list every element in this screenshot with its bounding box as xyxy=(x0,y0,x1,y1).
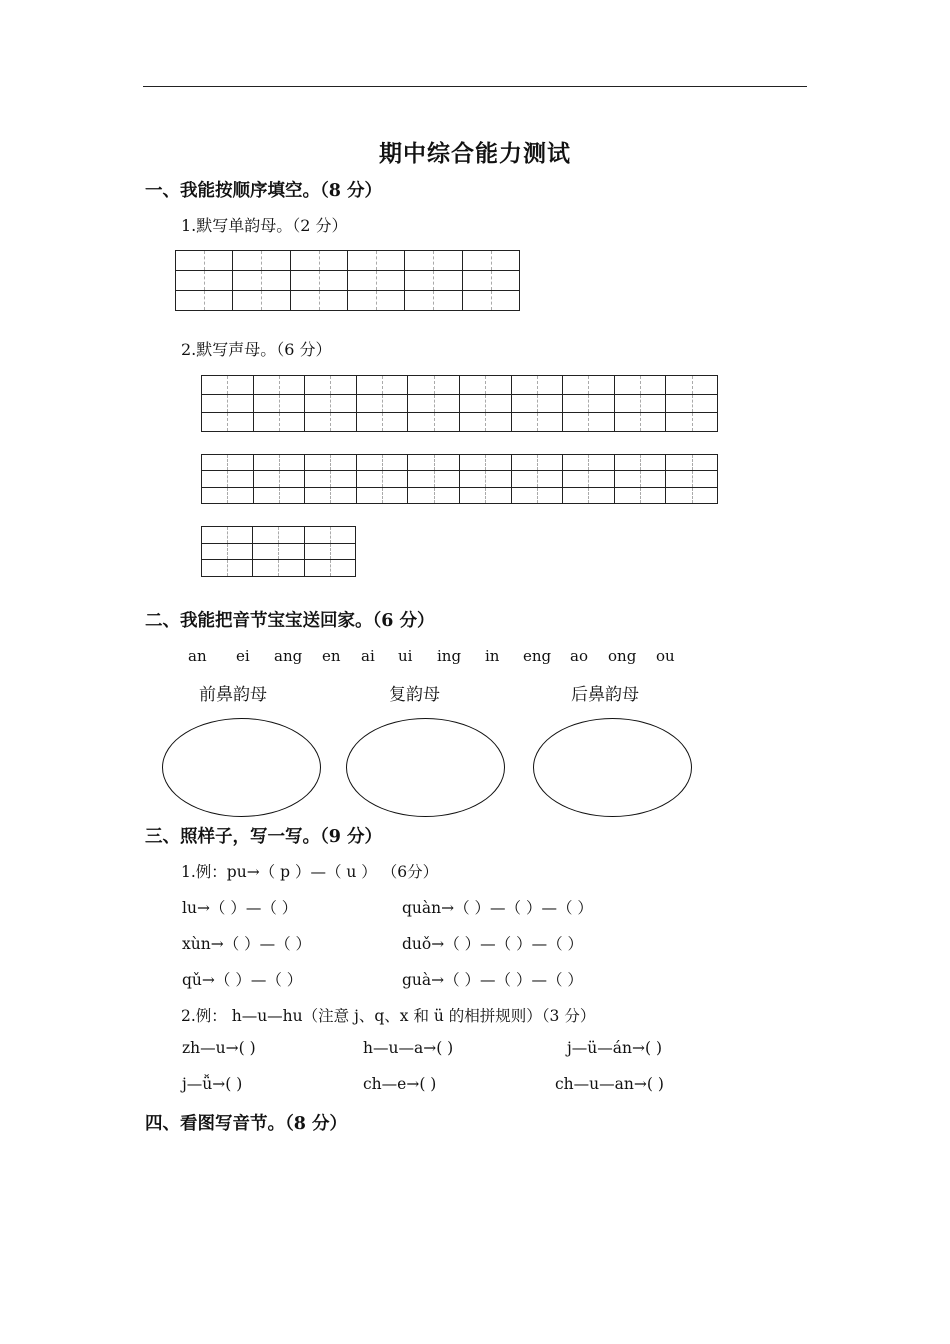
combine-exercise[interactable]: j—ǚ→( ) xyxy=(182,1075,243,1093)
section1-q1-label: 1.默写单韵母。（2 分） xyxy=(181,216,348,235)
syllable: en xyxy=(322,647,341,665)
initials-writing-grid-3[interactable] xyxy=(201,526,356,577)
syllable: ui xyxy=(398,647,413,665)
combine-exercise[interactable]: j—ü—án→( ) xyxy=(567,1039,663,1057)
combine-exercise[interactable]: zh—u→( ) xyxy=(182,1039,256,1057)
combine-exercise[interactable]: ch—e→( ) xyxy=(363,1075,437,1093)
page-title: 期中综合能力测试 xyxy=(379,140,571,167)
syllable: an xyxy=(188,647,207,665)
initials-writing-grid-1[interactable] xyxy=(201,375,718,432)
category-label-front-nasal: 前鼻韵母 xyxy=(199,685,267,705)
compound-oval[interactable] xyxy=(346,718,505,817)
section4-heading: 四、看图写音节。（8 分） xyxy=(145,1114,348,1134)
section3-heading: 三、照样子，写一写。（9 分） xyxy=(145,827,383,847)
split-exercise[interactable]: quàn→（ ）—（ ）—（ ） xyxy=(402,899,593,917)
split-exercise[interactable]: duǒ→（ ）—（ ）—（ ） xyxy=(402,935,584,953)
combine-exercise[interactable]: h—u—a→( ) xyxy=(363,1039,454,1057)
split-exercise[interactable]: guà→（ ）—（ ）—（ ） xyxy=(402,971,583,989)
combine-exercise[interactable]: ch—u—an→( ) xyxy=(555,1075,664,1093)
syllable: ing xyxy=(437,647,462,665)
top-rule xyxy=(143,86,807,87)
syllable: in xyxy=(485,647,500,665)
category-label-compound: 复韵母 xyxy=(389,685,440,705)
syllable: eng xyxy=(523,647,552,665)
category-label-back-nasal: 后鼻韵母 xyxy=(571,685,639,705)
split-exercise[interactable]: xùn→（ ）—（ ） xyxy=(182,935,312,953)
vowel-writing-grid[interactable] xyxy=(175,250,520,311)
back-nasal-oval[interactable] xyxy=(533,718,692,817)
syllable: ong xyxy=(608,647,637,665)
initials-writing-grid-2[interactable] xyxy=(201,454,718,504)
syllable: ei xyxy=(236,647,250,665)
syllable: ou xyxy=(656,647,675,665)
split-exercise[interactable]: qǔ→（ ）—（ ） xyxy=(182,971,303,989)
split-exercise[interactable]: lu→（ ）—（ ） xyxy=(182,899,298,917)
front-nasal-oval[interactable] xyxy=(162,718,321,817)
section2-heading: 二、我能把音节宝宝送回家。（6 分） xyxy=(145,611,435,631)
section3-q2-example: 2.例： h—u—hu（注意 j、q、x 和 ü 的相拼规则）（3 分） xyxy=(181,1007,596,1025)
section1-heading: 一、我能按顺序填空。（8 分） xyxy=(145,181,383,201)
syllable: ai xyxy=(361,647,375,665)
section1-q2-label: 2.默写声母。（6 分） xyxy=(181,340,332,359)
section3-q1-example: 1.例：pu→（ p ）—（ u ） （6分） xyxy=(181,863,439,881)
syllable: ang xyxy=(274,647,303,665)
syllable: ao xyxy=(570,647,588,665)
